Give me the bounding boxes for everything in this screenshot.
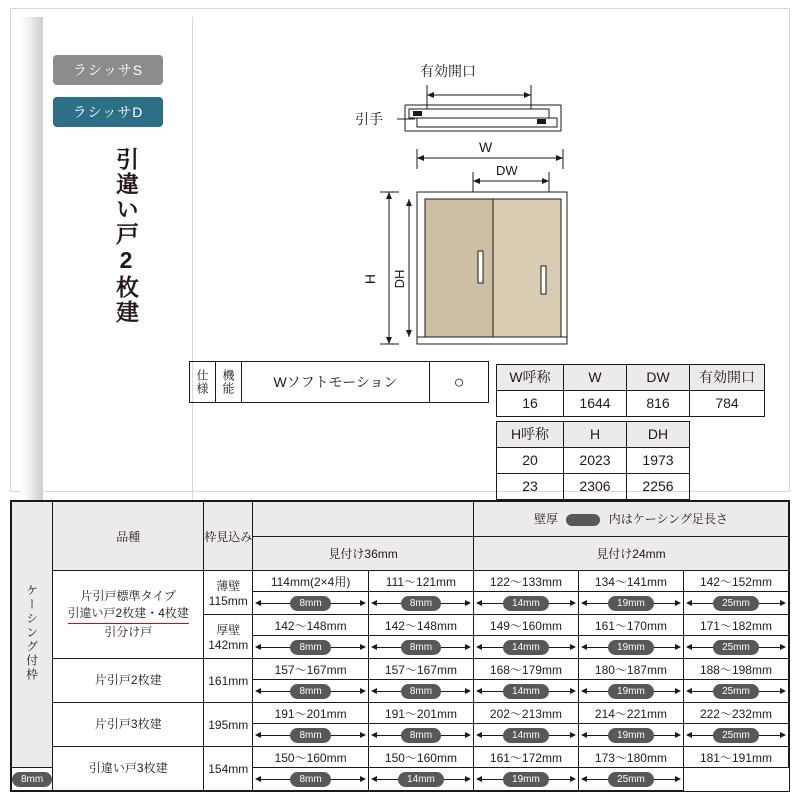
w-header-1: W [564, 365, 627, 391]
header-kabeatsu-left [253, 502, 474, 537]
casing-length-pill-icon [566, 514, 600, 526]
spec-function-name: Wソフトモーション [242, 362, 430, 402]
header-mitsuke-24: 見付け24mm [473, 536, 788, 571]
pill-1a-4: 25mm [683, 592, 788, 615]
range-2-3: 180～187mm [578, 659, 683, 680]
label-yuko-kaiko: 有効開口 [420, 63, 476, 79]
w-table [496, 364, 765, 417]
waku-value: 115mm [208, 594, 248, 608]
drawing-svg [201, 23, 761, 353]
range-1a-1: 111～121mm [368, 571, 473, 592]
product-title: 引違い戸2枚建 [113, 147, 139, 325]
casing-frame-table [10, 500, 790, 792]
kind-cell-3: 片引戸3枚建 [53, 703, 204, 747]
pill-4-1: 8mm [253, 768, 369, 791]
door-drawing [201, 23, 761, 353]
range-4-2: 161～172mm [473, 747, 578, 768]
table-row [12, 659, 789, 680]
label-h: H [362, 273, 378, 285]
label-dh: DH [392, 269, 407, 289]
pill-1b-4: 25mm [683, 636, 788, 659]
spec-label-shiyou: 仕様 [190, 362, 216, 402]
waku-label: 薄壁 [216, 579, 241, 593]
range-1a-4: 142～152mm [683, 571, 788, 592]
range-4-0: 150～160mm [253, 747, 369, 768]
pill-2-4: 25mm [683, 680, 788, 703]
h-cell-1-1: 2306 [564, 474, 627, 500]
h-cell-0-1: 2023 [564, 448, 627, 474]
w-cell-0-2: 816 [627, 391, 690, 417]
range-1a-0: 114mm(2×4用) [253, 571, 369, 592]
pill-1b-3: 19mm [578, 636, 683, 659]
label-hikite: 引手 [355, 111, 383, 127]
table-row [497, 448, 690, 474]
table-row [497, 391, 765, 417]
kind-cell-2: 片引戸2枚建 [53, 659, 204, 703]
w-header-0: W呼称 [497, 365, 564, 391]
spec-row [189, 361, 489, 403]
range-1b-1: 142～148mm [368, 615, 473, 636]
h-header-0: H呼称 [497, 422, 564, 448]
waku-cell-1b [204, 615, 253, 659]
range-1b-4: 171～182mm [683, 615, 788, 636]
w-cell-0-1: 1644 [564, 391, 627, 417]
pill-1a-1: 8mm [368, 592, 473, 615]
h-header-2: DH [627, 422, 690, 448]
h-table [496, 421, 690, 500]
pill-3-4: 25mm [683, 724, 788, 747]
range-1a-3: 134～141mm [578, 571, 683, 592]
table-row [12, 703, 789, 724]
range-1a-2: 122～133mm [473, 571, 578, 592]
range-3-0: 191～201mm [253, 703, 369, 724]
waku-cell-4: 154mm [204, 747, 253, 791]
kind-cell-4: 引違い戸3枚建 [53, 747, 204, 791]
w-header-2: DW [627, 365, 690, 391]
h-cell-0-2: 1973 [627, 448, 690, 474]
h-header-1: H [564, 422, 627, 448]
header-kabeatsu: 壁厚 内はケーシング足長さ [473, 502, 788, 537]
left-column [21, 17, 193, 501]
range-1b-3: 161～170mm [578, 615, 683, 636]
header-mitsuke-36: 見付け36mm [253, 536, 474, 571]
pill-1b-1: 8mm [368, 636, 473, 659]
table-header-row [12, 502, 789, 537]
kind-line-0: 片引戸標準タイプ [80, 588, 176, 603]
badge-lasissa-s: ラシッサS [53, 55, 163, 85]
waku-value: 142mm [208, 638, 249, 652]
pill-1a-3: 19mm [578, 592, 683, 615]
range-4-1: 150～160mm [368, 747, 473, 768]
pill-2-3: 19mm [578, 680, 683, 703]
label-dw: DW [496, 163, 518, 178]
range-1b-2: 149～160mm [473, 615, 578, 636]
table-row [497, 474, 690, 500]
range-2-2: 168～179mm [473, 659, 578, 680]
w-cell-0-3: 784 [690, 391, 765, 417]
waku-cell-2: 161mm [204, 659, 253, 703]
pill-3-1: 8mm [368, 724, 473, 747]
kind-cell-1 [53, 571, 204, 659]
spec-label-kinou: 機能 [216, 362, 242, 402]
h-cell-0-0: 20 [497, 448, 564, 474]
h-cell-1-0: 23 [497, 474, 564, 500]
pill-1a-0: 8mm [253, 592, 369, 615]
range-2-1: 157～167mm [368, 659, 473, 680]
w-header-3: 有効開口 [690, 365, 765, 391]
table-header-row [497, 365, 765, 391]
pill-2-2: 14mm [473, 680, 578, 703]
range-2-0: 157～167mm [253, 659, 369, 680]
range-3-1: 191～201mm [368, 703, 473, 724]
pill-1b-2: 14mm [473, 636, 578, 659]
range-1b-0: 142～148mm [253, 615, 369, 636]
pill-2-0: 8mm [253, 680, 369, 703]
header-hinshu: 品種 [53, 502, 204, 571]
side-label-casing: ケーシング付枠 [12, 502, 53, 768]
pill-2-1: 8mm [368, 680, 473, 703]
bottom-table [11, 501, 789, 791]
gradient-strip [21, 17, 43, 501]
spec-mark: ○ [453, 371, 465, 392]
pill-1a-2: 14mm [473, 592, 578, 615]
pill-3-3: 19mm [578, 724, 683, 747]
waku-cell-3: 195mm [204, 703, 253, 747]
pill-4-0: 8mm [12, 768, 53, 791]
range-4-4: 181～191mm [683, 747, 788, 768]
header-wakumikomi: 枠見込み [204, 502, 253, 571]
pill-3-0: 8mm [253, 724, 369, 747]
range-4-3: 173～180mm [578, 747, 683, 768]
waku-label: 厚壁 [216, 623, 241, 637]
pill-4-3: 19mm [473, 768, 578, 791]
pill-4-4: 25mm [578, 768, 683, 791]
waku-cell-1a [204, 571, 253, 615]
h-cell-1-2: 2256 [627, 474, 690, 500]
kind-line-2: 引分け戸 [104, 624, 153, 639]
badge-lasissa-d: ラシッサD [53, 97, 163, 127]
range-2-4: 188～198mm [683, 659, 788, 680]
pill-1b-0: 8mm [253, 636, 369, 659]
kind-line-1: 引違い戸2枚建・4枚建 [68, 605, 189, 623]
top-panel [10, 8, 790, 492]
w-cell-0-0: 16 [497, 391, 564, 417]
table-row [12, 747, 789, 768]
pill-3-2: 14mm [473, 724, 578, 747]
range-3-4: 222～232mm [683, 703, 788, 724]
table-row [12, 571, 789, 592]
range-3-2: 202～213mm [473, 703, 578, 724]
table-header-row [497, 422, 690, 448]
label-w: W [479, 139, 493, 155]
range-3-3: 214～221mm [578, 703, 683, 724]
pill-4-2: 14mm [368, 768, 473, 791]
